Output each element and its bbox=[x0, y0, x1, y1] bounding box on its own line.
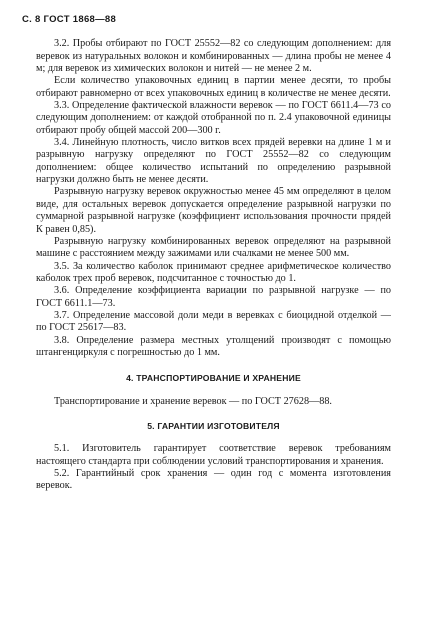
paragraph-5-2: 5.2. Гарантийный срок хранения — один год с момента изготовления веревок. bbox=[36, 468, 391, 492]
paragraph-3-2: 3.2. Пробы отбирают по ГОСТ 25552—82 со следующим дополнением: для веревок из натуральных волокон и комбинированных — длина пробы не менее 4 м; для веревок из химических волокон и нитей — не менее 2 м. bbox=[36, 38, 391, 75]
page-header: С. 8 ГОСТ 1868—88 bbox=[22, 14, 117, 25]
section-4-text: Транспортирование и хранение веревок — по ГОСТ 27628—88. bbox=[54, 395, 332, 407]
section-4-title: 4. ТРАНСПОРТИРОВАНИЕ И ХРАНЕНИЕ bbox=[126, 373, 301, 384]
paragraph-3-4: 3.4. Линейную плотность, число витков всех прядей веревки на длине 1 м и разрывную нагрузку определяют по ГОСТ 25552—82 со следующим дополнением: общее количество испытаний по определению разрывной нагрузки должно быть не менее десяти. bbox=[36, 137, 391, 186]
paragraph-3-5: 3.5. За количество каболок принимают среднее арифметическое количество каболок трех проб веревок, подсчитанное с точностью до 1. bbox=[36, 260, 391, 284]
paragraph-3-3: 3.3. Определение фактической влажности веревок — по ГОСТ 6611.4—73 со следующим дополнением: от каждой отобранной по п. 2.4 упаковочной единицы отбирают пробу общей массой 200—300 г. bbox=[36, 100, 391, 136]
paragraph-3-8: 3.8. Определение размера местных утолщений производят с помощью штангенциркуля с погрешностью до 1 мм. bbox=[36, 334, 391, 358]
paragraph-3-2-note: Если количество упаковочных единиц в партии менее десяти, то пробы отбирают равномерно от всех упаковочных единиц в количестве не менее десяти. bbox=[36, 75, 391, 99]
paragraph-3-7: 3.7. Определение массовой доли меди в веревках с биоцидной отделкой — по ГОСТ 25617—83. bbox=[36, 309, 391, 334]
section-5-title: 5. ГАРАНТИИ ИЗГОТОВИТЕЛЯ bbox=[147, 420, 280, 431]
paragraph-3-4-breaking-load: Разрывную нагрузку веревок окружностью менее 45 мм определяют в целом виде, для остальных веревок допускается определение разрывной нагрузки по суммарной разрывной нагрузке (коэффициент использования прочности прядей К равен 0,85). bbox=[36, 186, 391, 235]
paragraph-3-6: 3.6. Определение коэффициента вариации по разрывной нагрузке — по ГОСТ 6611.1—73. bbox=[36, 285, 391, 309]
paragraph-5-1: 5.1. Изготовитель гарантирует соответствие веревок требованиям настоящего стандарта при соблюдении условий транспортирования и хранения. bbox=[36, 443, 391, 467]
paragraph-3-4-combined: Разрывную нагрузку комбинированных веревок определяют на разрывной машине с расстоянием между зажимами или счалками не менее 500 мм. bbox=[36, 235, 391, 260]
